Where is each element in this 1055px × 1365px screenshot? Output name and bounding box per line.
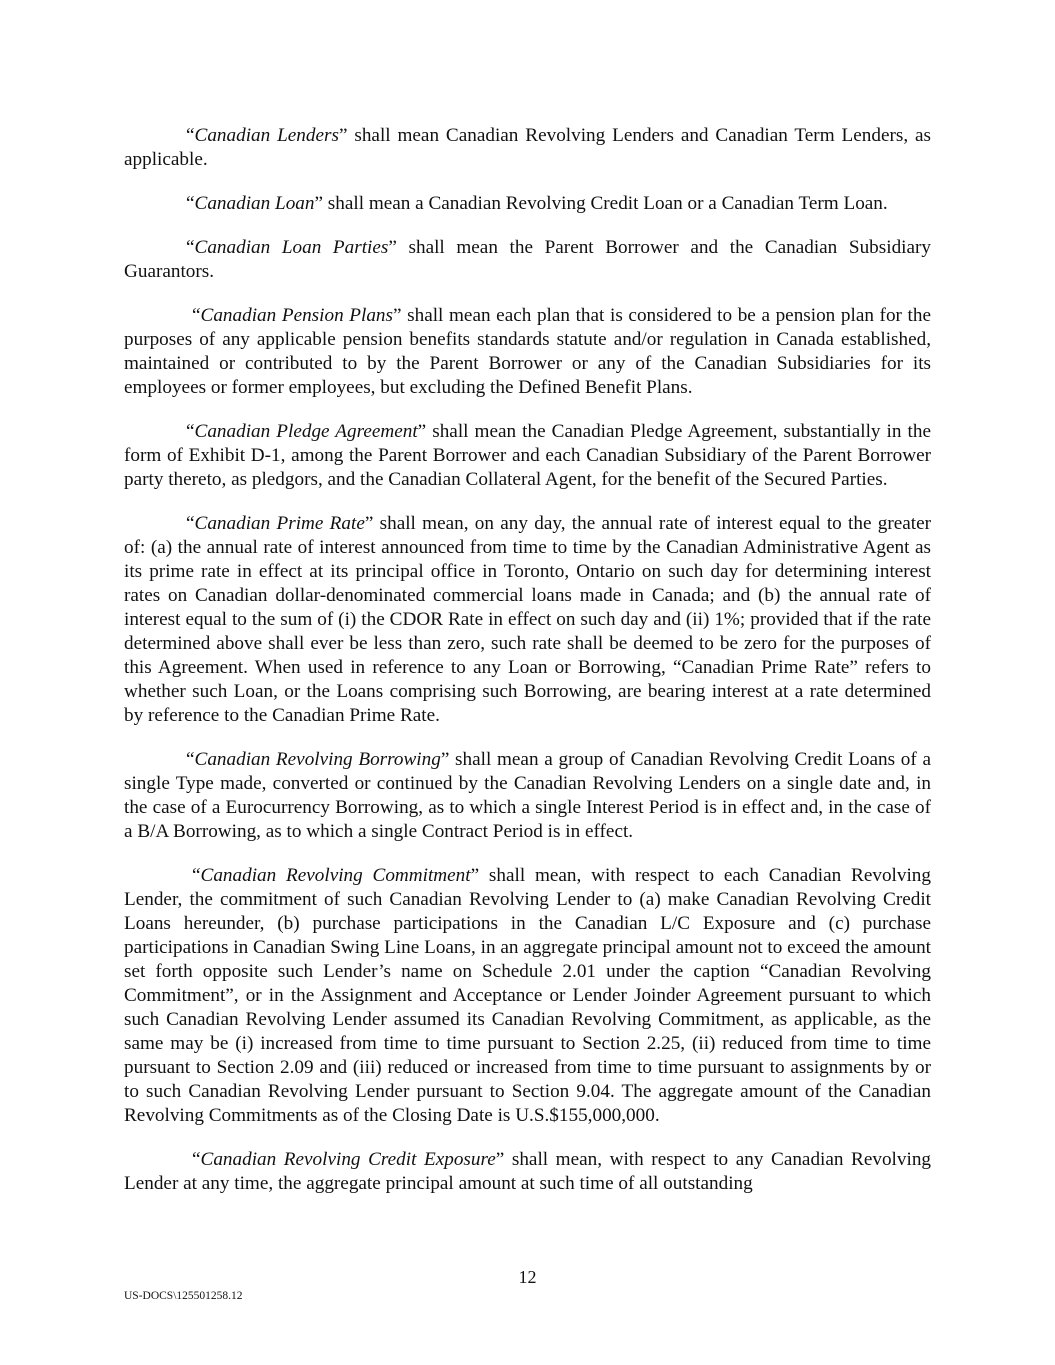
definition-text: ” shall mean, with respect to any Canadian Revolving Lender at any time, the aggregate principal amount at such time of all outstanding: [124, 1149, 932, 1194]
open-quote: “: [186, 421, 195, 442]
defined-term: Canadian Revolving Credit Exposure: [200, 1149, 496, 1170]
open-quote: “: [192, 865, 201, 886]
open-quote: “: [186, 125, 195, 146]
definition-canadian-pension-plans: [124, 304, 931, 400]
page-number: 12: [518, 1267, 537, 1287]
definition-canadian-revolving-borrowing: [124, 748, 931, 844]
definition-canadian-prime-rate: [124, 512, 931, 728]
document-id: US-DOCS\125501258.12: [124, 1290, 243, 1302]
defined-term: Canadian Pledge Agreement: [194, 421, 418, 442]
definition-canadian-pledge-agreement: [124, 420, 931, 492]
open-quote: “: [192, 1149, 201, 1170]
open-quote: “: [192, 305, 201, 326]
definition-text: ” shall mean a group of Canadian Revolving Credit Loans of a single Type made, converted or continued by the Canadian Revolving Lenders on a single date and, in the case of a Eurocurrency Borrowing, as to which a single Interest Period is in effect and, in the case of a B/A Borrowing, as to which a single Contract Period is in effect.: [124, 749, 931, 842]
definition-text: ” shall mean a Canadian Revolving Credit Loan or a Canadian Term Loan.: [314, 193, 888, 214]
defined-term: Canadian Pension Plans: [200, 305, 393, 326]
definition-text: ” shall mean, with respect to each Canadian Revolving Lender, the commitment of such Canadian Revolving Lender to (a) make Canadian Revolving Credit Loans hereunder, (b) purchase participations in the Canadian L/C Exposure and (c) purchase participations in Canadian Swing Line Loans, in an aggregate principal amount not to exceed the amount set forth opposite such Lender’s name on Schedule 2.01 under the caption “Canadian Revolving Commitment”, or in the Assignment and Acceptance or Lender Joinder Agreement pursuant to which such Canadian Revolving Lender assumed its Canadian Revolving Commitment, as applicable, as the same may be (i) increased from time to time pursuant to Section 2.25, (ii) reduced from time to time pursuant to Section 2.09 and (iii) reduced or increased from time to time pursuant to assignments by or to such Canadian Revolving Lender pursuant to Section 9.04. The aggregate amount of the Canadian Revolving Commitments as of the Closing Date is U.S.$155,000,000.: [124, 865, 931, 1126]
definition-text: ” shall mean the Canadian Pledge Agreement, substantially in the form of Exhibit D-1, among the Parent Borrower and each Canadian Subsidiary of the Parent Borrower party thereto, as pledgors, and the Canadian Collateral Agent, for the benefit of the Secured Parties.: [124, 421, 931, 490]
defined-term: Canadian Lenders: [194, 125, 339, 146]
open-quote: “: [186, 193, 195, 214]
open-quote: “: [186, 749, 195, 770]
definitions-section: [124, 124, 931, 1216]
defined-term: Canadian Prime Rate: [194, 513, 365, 534]
definition-canadian-revolving-credit-exposure: [124, 1148, 931, 1196]
definition-canadian-lenders: [124, 124, 931, 172]
definition-text: ” shall mean Canadian Revolving Lenders and Canadian Term Lenders, as applicable.: [124, 125, 931, 170]
definition-text: ” shall mean each plan that is considered to be a pension plan for the purposes of any applicable pension benefits standards statute and/or regulation in Canada established, maintained or contributed to by the Parent Borrower or any of the Canadian Subsidiaries for its employees or former employees, but excluding the Defined Benefit Plans.: [124, 305, 931, 398]
definition-text: ” shall mean, on any day, the annual rate of interest equal to the greater of: (a) the annual rate of interest announced from time to time by the Canadian Administrative Agent as its prime rate in effect at its principal office in Toronto, Ontario on such day for determining interest rates on Canadian dollar-denominated commercial loans made in Canada; and (b) the annual rate of interest equal to the sum of (i) the CDOR Rate in effect on such day and (ii) 1%; provided that if the rate determined above shall ever be less than zero, such rate shall be deemed to be zero for the purposes of this Agreement. When used in reference to any Loan or Borrowing, “Canadian Prime Rate” refers to whether such Loan, or the Loans comprising such Borrowing, are bearing interest at a rate determined by reference to the Canadian Prime Rate.: [124, 513, 931, 726]
defined-term: Canadian Loan Parties: [194, 237, 389, 258]
definition-canadian-loan: [124, 192, 931, 216]
defined-term: Canadian Revolving Borrowing: [194, 749, 441, 770]
open-quote: “: [186, 513, 195, 534]
defined-term: Canadian Loan: [194, 193, 315, 214]
open-quote: “: [186, 237, 195, 258]
definition-canadian-revolving-commitment: [124, 864, 931, 1128]
definition-canadian-loan-parties: [124, 236, 931, 284]
defined-term: Canadian Revolving Commitment: [200, 865, 471, 886]
definition-text: ” shall mean the Parent Borrower and the Canadian Subsidiary Guarantors.: [124, 237, 931, 282]
